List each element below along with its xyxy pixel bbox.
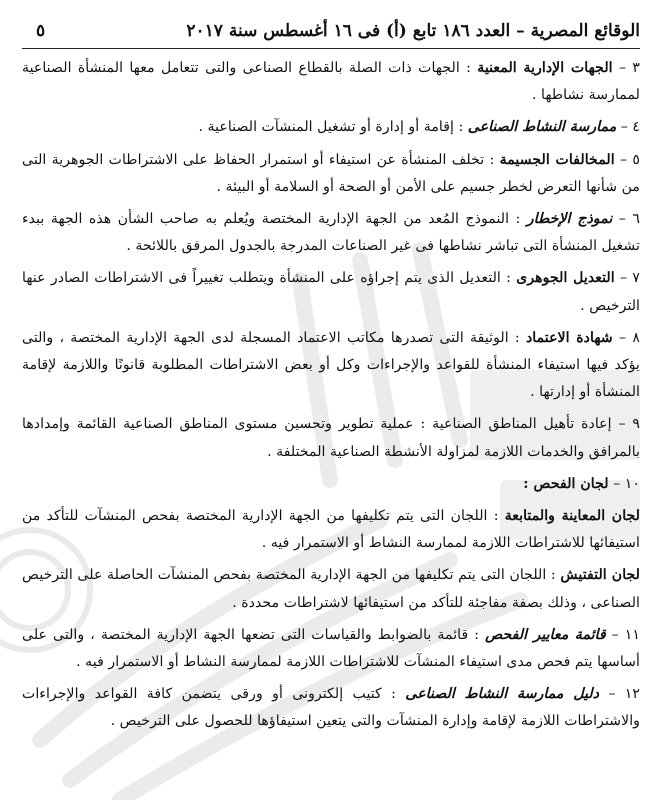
item-text: : تخلف المنشأة عن استيفاء أو استمرار الحفاظ على الاشتراطات الجوهرية التى من شأنها التعرض لخطر جسيم على الأمن أو الصحة أو السلامة أو البيئة . bbox=[22, 151, 640, 195]
item-text: : اللجان التى يتم تكليفها من الجهة الإدارية المختصة بفحص المنشآت الحاصلة على الترخيص الصناعى ، وذلك بصفة مفاجئة للتأكد من استيفائها لاشتراطات محددة . bbox=[22, 567, 640, 611]
item-text: : إقامة أو إدارة أو تشغيل المنشآت الصناعية . bbox=[198, 119, 464, 136]
item-term: قائمة معايير الفحص bbox=[485, 626, 606, 643]
item-text: : كتيب إلكترونى أو ورقى يتضمن كافة القواعد والإجراءات والاشتراطات اللازمة لإقامة وإدارة المنشآت والتى يتعين استيفاؤها للحصول على الترخيص . bbox=[22, 686, 640, 730]
item-term: ممارسة النشاط الصناعى bbox=[467, 119, 617, 136]
definition-item bbox=[22, 681, 640, 735]
document-body bbox=[22, 55, 640, 736]
item-text: : الجهات ذات الصلة بالقطاع الصناعى والتى تتعامل معها المنشأة الصناعية لممارسة نشاطها . bbox=[22, 60, 640, 104]
definition-item bbox=[22, 206, 640, 260]
page-number: ٥ bbox=[36, 21, 46, 41]
item-number: ٦ – bbox=[618, 211, 641, 228]
item-text: : اللجان التى يتم تكليفها من الجهة الإدارية المختصة بفحص المنشآت للتأكد من استيفائها للاشتراطات اللازمة لممارسة النشاط أو الاستمرار فيه . bbox=[22, 508, 640, 552]
item-number: ٨ – bbox=[619, 329, 640, 346]
item-text: : النموذج المُعد من الجهة الإدارية المختصة ويُعلم به صاحب الشأن هذه الجهة ببدء تشغيل المنشأة التى تباشر نشاطها فى غير الصناعات المدرجة بالجدول المرفق باللائحة . bbox=[22, 211, 640, 255]
item-number: ١١ – bbox=[611, 626, 640, 643]
header-title: الوقائع المصرية – العدد ١٨٦ تابع (أ) فى ١٦ أغسطس سنة ٢٠١٧ bbox=[186, 21, 640, 41]
definition-item bbox=[22, 622, 640, 676]
item-term: لجان المعاينة والمتابعة bbox=[504, 508, 640, 525]
item-text: : الوثيقة التى تصدرها مكاتب الاعتماد المسجلة لدى الجهة الإدارية المختصة ، والتى يؤكد فيها استيفاء المنشأة للقواعد والإجراءات وكل أو بعض الاشتراطات المطلوبة قانونًا واللازمة لإقامة المنشأة أو إدارتها . bbox=[22, 329, 640, 401]
item-number: ١٢ – bbox=[608, 686, 641, 703]
definition-item bbox=[22, 325, 640, 407]
item-term: دليل ممارسة النشاط الصناعى bbox=[405, 686, 599, 703]
definition-subitem bbox=[22, 503, 640, 557]
definition-item bbox=[22, 411, 640, 465]
item-text: إعادة تأهيل المناطق الصناعية : عملية تطوير وتحسين مستوى المناطق الصناعية القائمة وإمدادها بالمرافق والخدمات اللازمة لمزاولة الأنشطة الصناعية المختلفة . bbox=[22, 416, 640, 460]
item-text: : قائمة بالضوابط والقياسات التى تضعها الجهة الإدارية المختصة ، والتى على أساسها يتم فحص مدى استيفاء المنشآت للاشتراطات اللازمة لممارسة النشاط أو الاستمرار فيه . bbox=[22, 626, 640, 671]
item-term: التعديل الجوهرى bbox=[516, 270, 615, 287]
definition-item bbox=[22, 114, 640, 141]
definition-item bbox=[22, 147, 640, 201]
item-text: : التعديل الذى يتم إجراؤه على المنشأة ويتطلب تغييراً فى الاشتراطات الصادر عنها الترخيص . bbox=[22, 270, 640, 314]
definition-item bbox=[22, 55, 640, 109]
item-term: لجان الفحص : bbox=[523, 475, 609, 492]
item-term: نموذج الإخطار bbox=[526, 211, 613, 228]
item-number: ٤ – bbox=[620, 119, 640, 136]
item-number: ٧ – bbox=[619, 270, 640, 287]
definition-subitem bbox=[22, 562, 640, 616]
definition-item bbox=[22, 471, 640, 498]
page-header bbox=[22, 14, 640, 49]
item-term: لجان التفتيش bbox=[560, 567, 640, 584]
item-number: ١٠ – bbox=[613, 475, 640, 492]
item-number: ٩ – bbox=[618, 416, 640, 433]
item-number: ٥ – bbox=[619, 151, 640, 168]
item-number: ٣ – bbox=[618, 60, 640, 76]
item-term: شهادة الاعتماد bbox=[525, 329, 613, 346]
definition-item bbox=[22, 265, 640, 319]
item-term: الجهات الإدارية المعنية bbox=[477, 60, 613, 76]
item-term: المخالفات الجسيمة bbox=[499, 151, 615, 168]
